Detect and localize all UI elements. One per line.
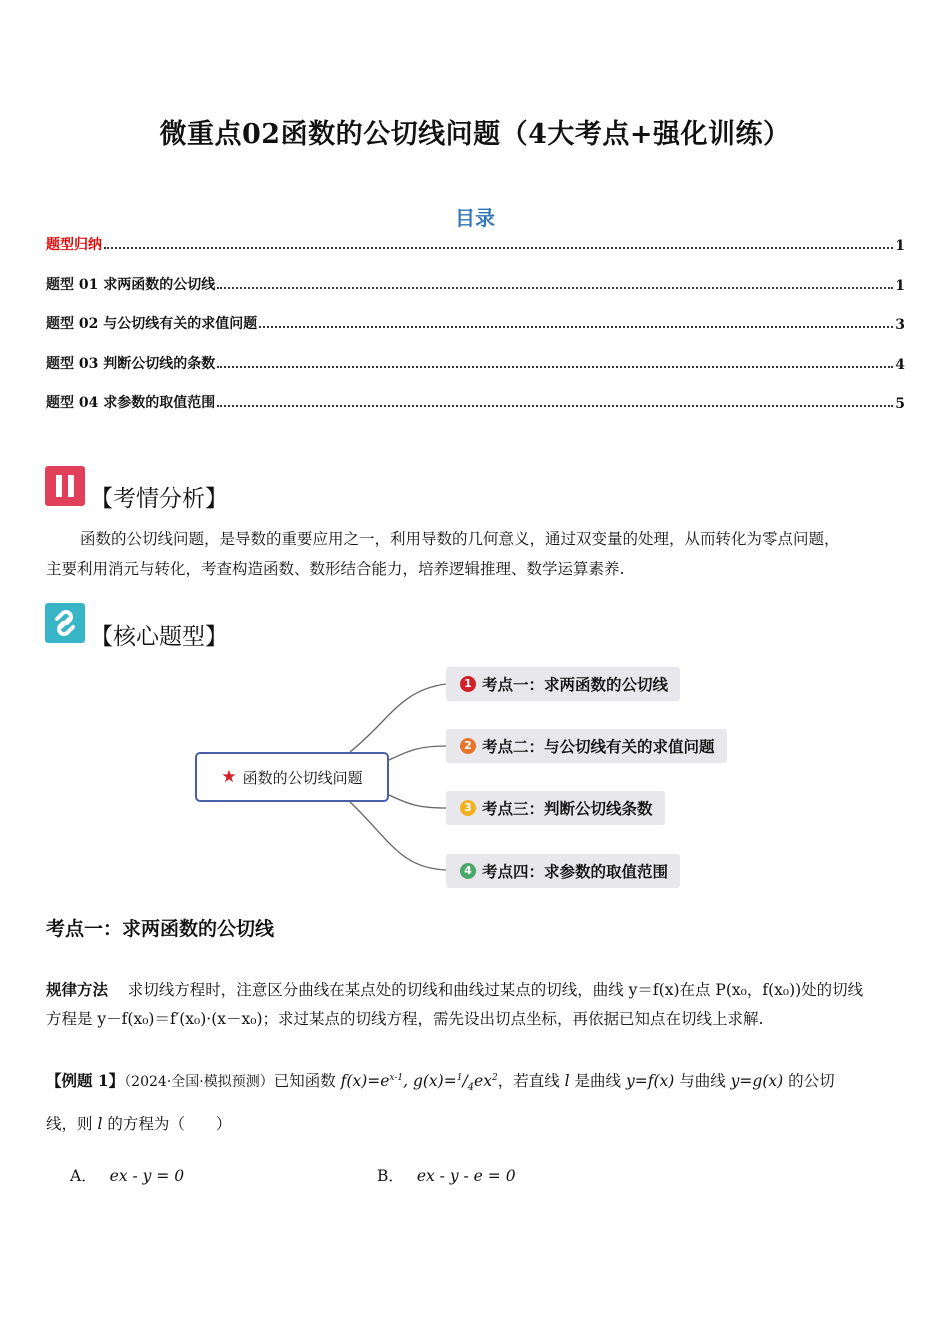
star-icon: ★ bbox=[221, 767, 237, 787]
core-heading: 【核心题型】 bbox=[90, 624, 228, 650]
example1-text4: 与曲线 bbox=[679, 1072, 726, 1091]
option-b-label: B． bbox=[377, 1167, 404, 1185]
mindmap-center-label: 函数的公切线问题 bbox=[242, 768, 363, 787]
number-badge-icon: 3 bbox=[460, 800, 476, 816]
option-b[interactable] bbox=[377, 1164, 516, 1186]
analysis-text-line1: 函数的公切线问题，是导数的重要应用之一，利用导数的几何意义，通过双变量的处理，从而转化为零点问题， bbox=[80, 530, 840, 548]
number-badge-icon: 4 bbox=[460, 863, 476, 879]
branch-label: 考点一：求两函数的公切线 bbox=[482, 675, 669, 694]
mindmap-branch-1[interactable] bbox=[446, 667, 680, 701]
page-title: 微重点02函数的公切线问题（4大考点+强化训练） bbox=[159, 119, 791, 150]
example1-line2 bbox=[46, 1110, 231, 1139]
kp1-heading: 考点一：求两函数的公切线 bbox=[46, 918, 275, 940]
toc-item-page: 1 bbox=[895, 238, 905, 254]
example1-text3: 是曲线 bbox=[574, 1072, 622, 1091]
toc-item-label: 题型 04 求参数的取值范围 bbox=[46, 395, 216, 411]
option-b-text: ex - y - e = 0 bbox=[416, 1167, 516, 1185]
mindmap-branch-4[interactable] bbox=[446, 854, 680, 888]
example1-text5: 的公切 bbox=[788, 1072, 835, 1091]
toc-item-label: 题型 03 判断公切线的条数 bbox=[46, 356, 216, 372]
method-text-line1: 求切线方程时，注意区分曲线在某点处的切线和曲线过某点的切线，曲线 y＝f(x)在点 P(x₀，f(x₀))处的切线 bbox=[127, 981, 864, 999]
toc-item-page: 4 bbox=[895, 357, 905, 373]
example1-text2: ，若直线 bbox=[497, 1072, 560, 1091]
formula-f: $f(x)=e^{x-1}$, $g(x)=^1/_4ex^2$ bbox=[340, 1072, 498, 1094]
branch-label: 考点二：与公切线有关的求值问题 bbox=[482, 737, 715, 756]
toc-heading: 目录 bbox=[455, 206, 495, 230]
method-label: 规律方法 bbox=[46, 980, 109, 999]
example1-line2b-text: 的方程为（ ） bbox=[107, 1115, 232, 1133]
number-badge-icon: 1 bbox=[460, 676, 476, 692]
option-a[interactable] bbox=[70, 1164, 184, 1186]
symbol-l: l bbox=[559, 1072, 575, 1091]
example1-line1 bbox=[46, 1064, 916, 1102]
toc-item-label: 题型 01 求两函数的公切线 bbox=[46, 277, 216, 293]
example1-source: （2024·全国·模拟预测） bbox=[124, 1074, 274, 1091]
method-text-line2: 方程是 y－f(x₀)＝f′(x₀)·(x－x₀)；求过某点的切线方程，需先设出切点坐标，再依据已知点在切线上求解. bbox=[46, 1010, 764, 1028]
toc-item-page: 3 bbox=[895, 317, 905, 333]
method-line1 bbox=[46, 975, 916, 1005]
mindmap-branch-2[interactable] bbox=[446, 729, 727, 763]
connector-line bbox=[389, 746, 446, 760]
example1-text1: 已知函数 bbox=[273, 1072, 336, 1091]
mindmap-center-node[interactable] bbox=[195, 752, 389, 802]
number-badge-icon: 2 bbox=[460, 738, 476, 754]
formula-y-g: y=g(x) bbox=[725, 1072, 789, 1091]
example1-line2-text: 线，则 bbox=[46, 1115, 93, 1133]
branch-label: 考点四：求参数的取值范围 bbox=[482, 862, 669, 881]
connector-line bbox=[350, 684, 446, 752]
branch-label: 考点三：判断公切线条数 bbox=[482, 799, 653, 818]
mindmap-branch-3[interactable] bbox=[446, 791, 665, 825]
option-a-text: ex - y = 0 bbox=[109, 1167, 185, 1185]
toc-item-page: 5 bbox=[895, 396, 905, 412]
toc-item-label: 题型归纳 bbox=[46, 237, 102, 253]
toc-item-label: 题型 02 与公切线有关的求值问题 bbox=[46, 316, 258, 332]
analysis-heading: 【考情分析】 bbox=[90, 486, 228, 512]
toc-item-page: 1 bbox=[895, 278, 905, 294]
connector-line bbox=[389, 795, 446, 808]
formula-y-f: y=f(x) bbox=[621, 1072, 680, 1091]
example1-label: 【例题 1】 bbox=[46, 1071, 125, 1091]
symbol-l: l bbox=[92, 1115, 108, 1133]
analysis-text-line2: 主要利用消元与转化，考查构造函数、数形结合能力，培养逻辑推理、数学运算素养. bbox=[46, 560, 625, 578]
option-a-label: A． bbox=[70, 1167, 97, 1185]
connector-line bbox=[350, 802, 446, 870]
